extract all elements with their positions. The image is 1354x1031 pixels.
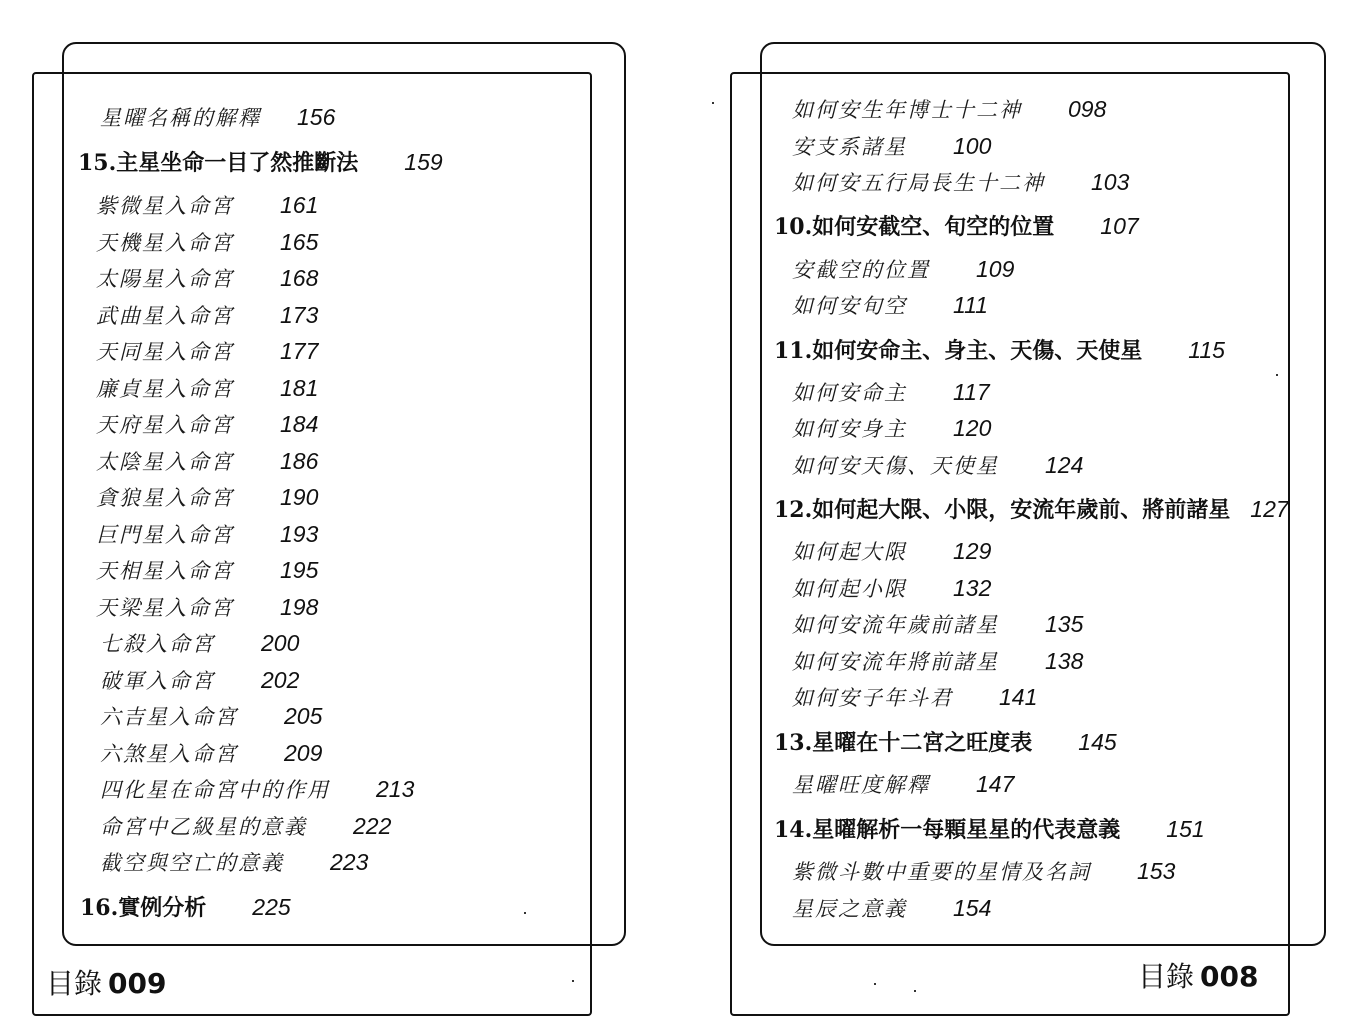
toc-heading: 14.星曜解析一每顆星星的代表意義 151 — [774, 816, 1205, 843]
toc-heading: 15.主星坐命一目了然推斷法 159 — [78, 149, 443, 176]
toc-entry: 如何安五行局長生十二神 103 — [792, 169, 1130, 195]
toc-entry: 如何安流年將前諸星 138 — [792, 648, 1084, 674]
toc-entry: 武曲星入命宮 173 — [96, 302, 319, 328]
toc-heading: 16.實例分析 225 — [80, 894, 291, 921]
toc-entry: 如何安身主 120 — [792, 415, 992, 441]
scan-speck — [914, 990, 916, 992]
toc-entry: 太陰星入命宮 186 — [96, 448, 319, 474]
scan-speck — [1276, 374, 1278, 376]
page-number: 009 — [108, 967, 167, 1000]
toc-entry: 如何安命主 117 — [792, 379, 990, 405]
toc-entry: 如何起小限 132 — [792, 575, 992, 601]
toc-entry: 星曜旺度解釋 147 — [792, 771, 1015, 797]
toc-entry: 如何起大限 129 — [792, 538, 992, 564]
toc-entry: 如何安流年歲前諸星 135 — [792, 611, 1084, 637]
toc-entry: 巨門星入命宮 193 — [96, 521, 319, 547]
toc-heading: 11.如何安命主、身主、天傷、天使星 115 — [774, 337, 1225, 364]
scan-speck — [572, 980, 574, 982]
toc-entry: 截空與空亡的意義 223 — [100, 849, 369, 875]
toc-entry: 如何安子年斗君 141 — [792, 684, 1038, 710]
toc-entry: 天機星入命宮 165 — [96, 229, 319, 255]
left-toc — [78, 102, 598, 932]
toc-entry: 星曜名稱的解釋 156 — [100, 104, 336, 130]
footer-label: 目錄 — [46, 967, 103, 1000]
toc-entry: 命宮中乙級星的意義 222 — [100, 813, 392, 839]
toc-entry: 七殺入命宮 200 — [100, 630, 300, 656]
right-page-footer — [1138, 955, 1258, 995]
scan-speck — [712, 102, 714, 104]
toc-entry: 破軍入命宮 202 — [100, 667, 300, 693]
toc-entry: 星辰之意義 154 — [792, 895, 992, 921]
page-number: 008 — [1200, 960, 1259, 993]
toc-heading: 12.如何起大限、小限，安流年歲前、將前諸星 127 — [774, 496, 1289, 523]
toc-entry: 六煞星入命宮 209 — [100, 740, 323, 766]
toc-entry: 紫微星入命宮 161 — [96, 192, 319, 218]
toc-entry: 如何安天傷、天使星 124 — [792, 452, 1084, 478]
toc-entry: 如何安旬空 111 — [792, 292, 988, 318]
toc-entry: 太陽星入命宮 168 — [96, 265, 319, 291]
toc-entry: 如何安生年博士十二神 098 — [792, 96, 1107, 122]
toc-entry: 貪狼星入命宮 190 — [96, 484, 319, 510]
toc-entry: 天相星入命宮 195 — [96, 557, 319, 583]
toc-entry: 四化星在命宮中的作用 213 — [100, 776, 415, 802]
toc-entry: 六吉星入命宮 205 — [100, 703, 323, 729]
toc-entry: 安支系諸星 100 — [792, 133, 992, 159]
toc-entry: 天同星入命宮 177 — [96, 338, 319, 364]
toc-entry: 安截空的位置 109 — [792, 256, 1015, 282]
left-page-footer — [46, 962, 166, 1002]
toc-heading: 10.如何安截空、旬空的位置 107 — [774, 213, 1139, 240]
toc-entry: 天梁星入命宮 198 — [96, 594, 319, 620]
scan-speck — [524, 912, 526, 914]
footer-label: 目錄 — [1138, 960, 1195, 993]
toc-entry: 廉貞星入命宮 181 — [96, 375, 319, 401]
toc-entry: 天府星入命宮 184 — [96, 411, 319, 437]
toc-heading: 13.星曜在十二宮之旺度表 145 — [774, 729, 1117, 756]
scan-speck — [874, 983, 876, 985]
toc-entry: 紫微斗數中重要的星情及名詞 153 — [792, 858, 1176, 884]
right-toc — [774, 94, 1314, 934]
